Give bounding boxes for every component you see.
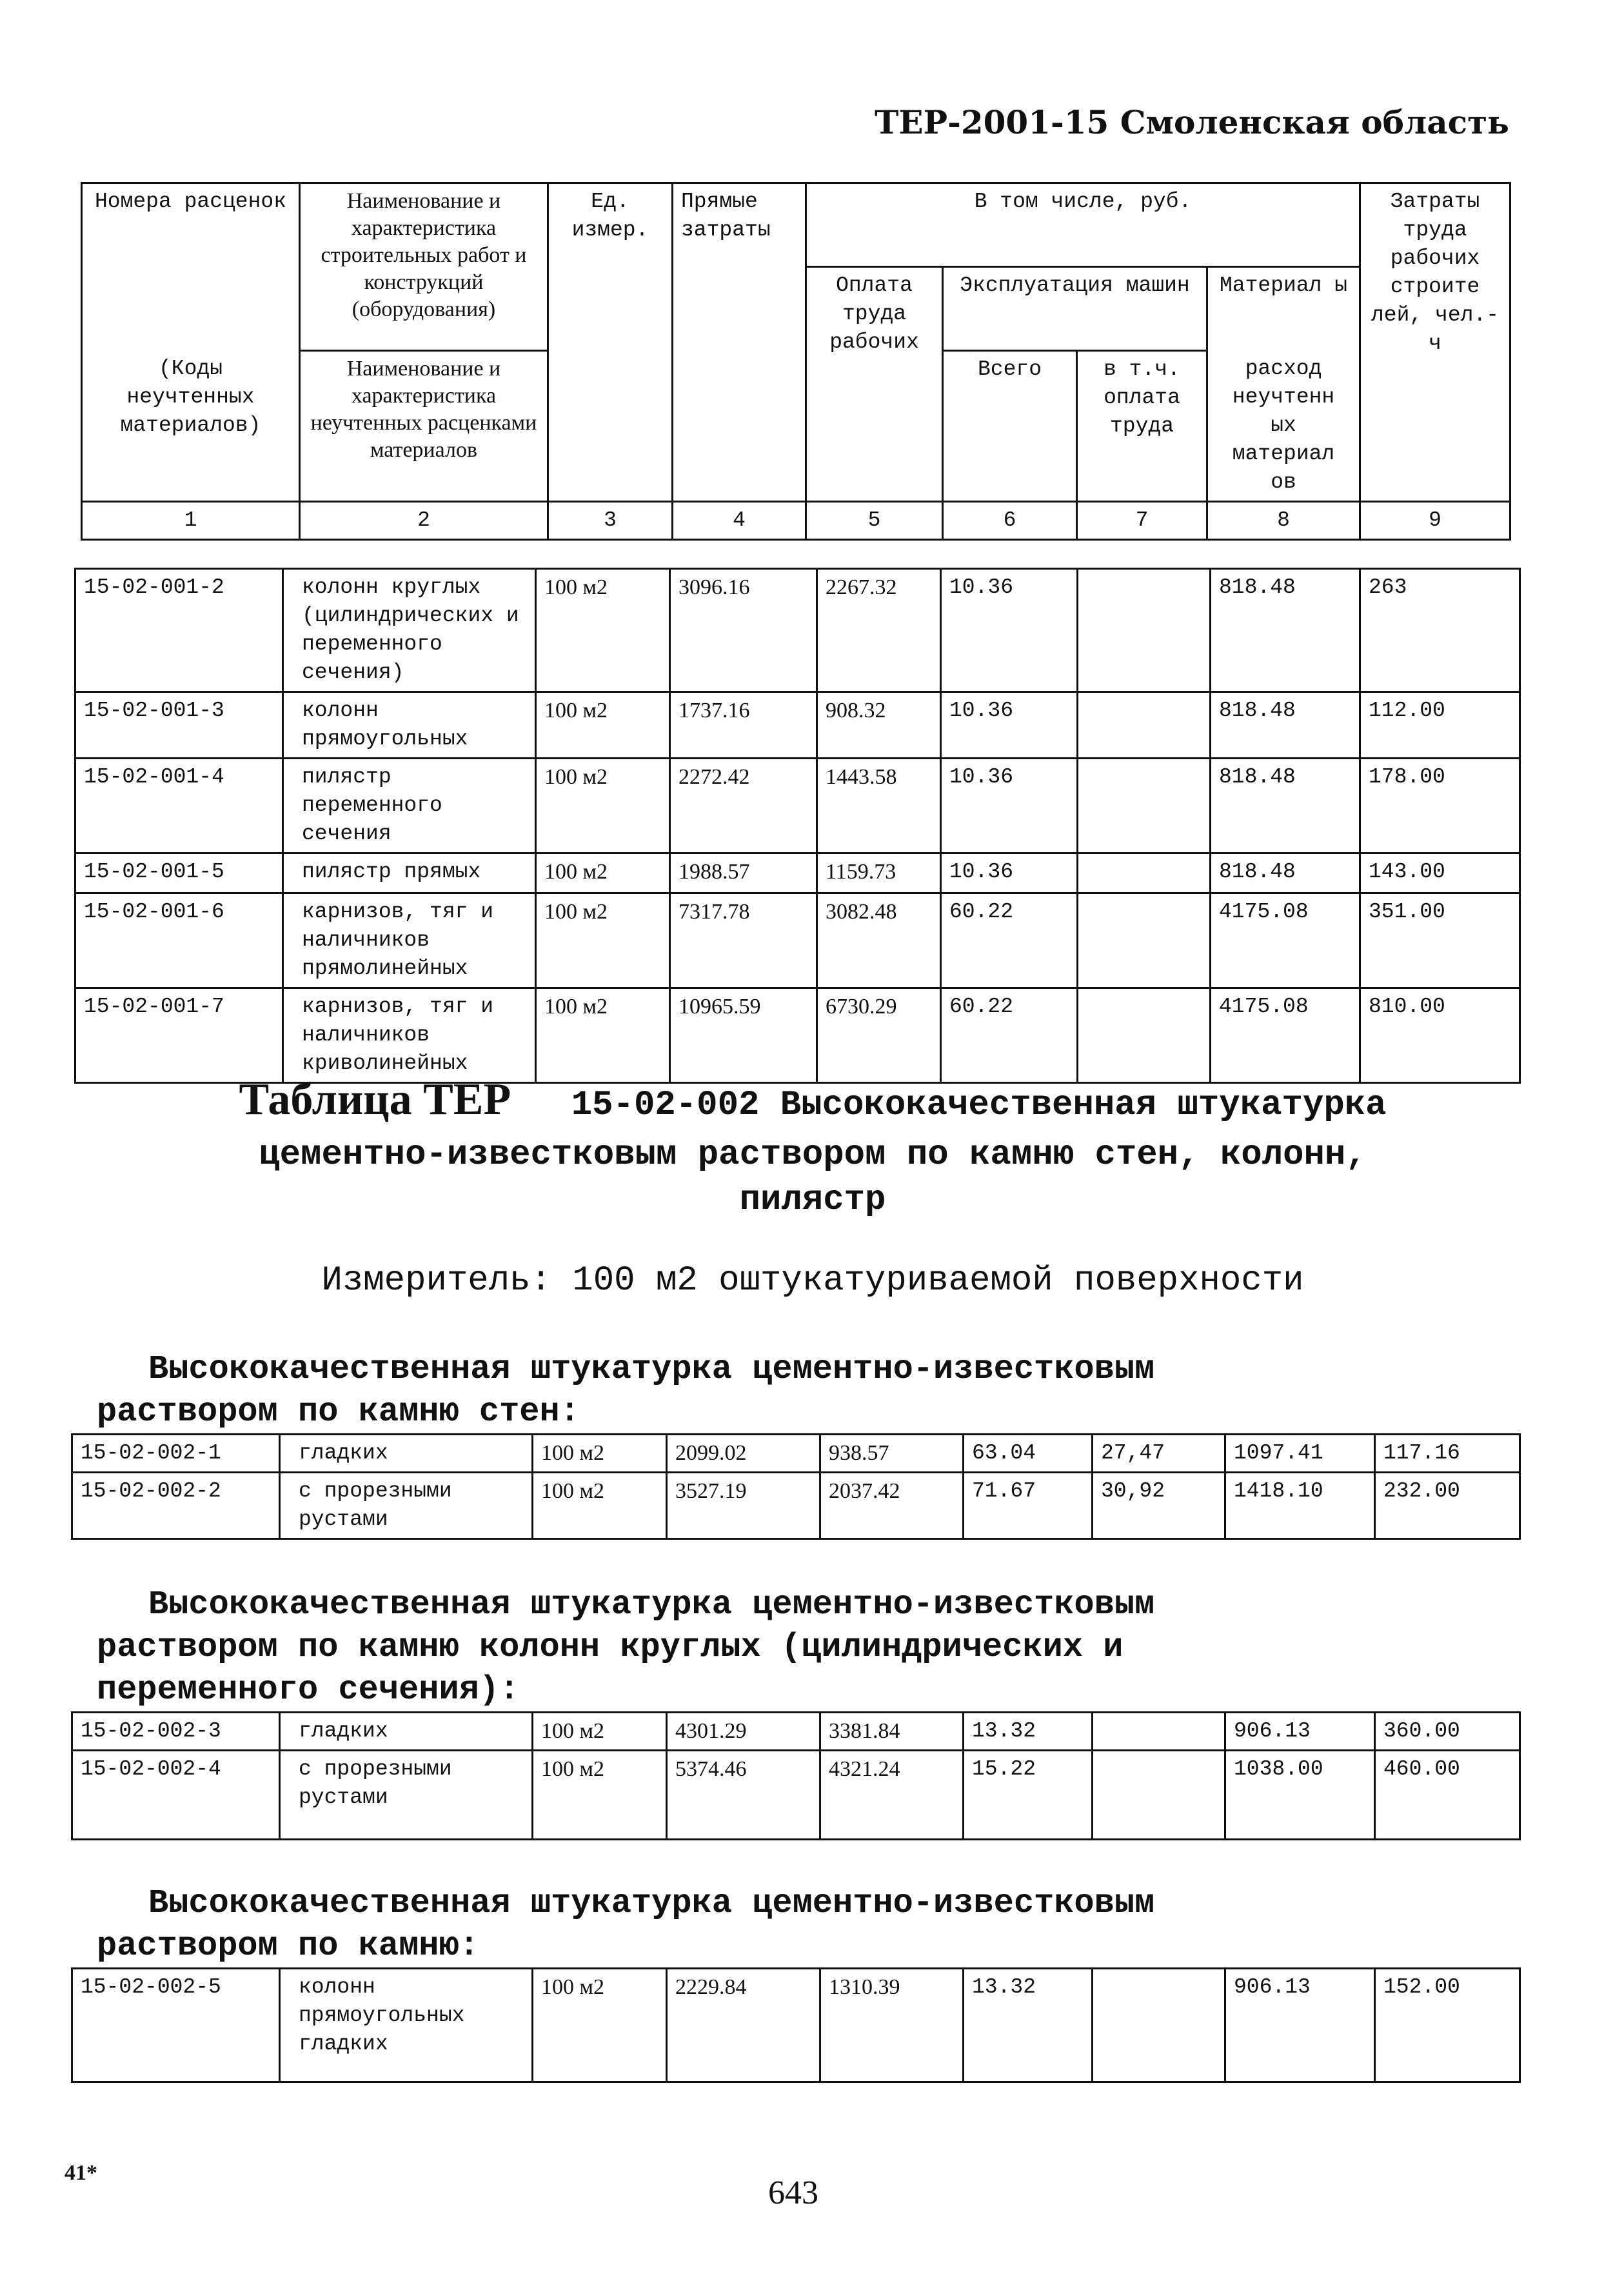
work-name: колонн прямоугольных гладких: [280, 1969, 533, 2082]
direct-cost: 3096.16: [670, 569, 817, 692]
materials-cost: 906.13: [1225, 1969, 1375, 2082]
table-row: [75, 893, 1520, 988]
section-title: [97, 1584, 1516, 1711]
machine-labor-cost: [1078, 893, 1211, 988]
rate-code: 15-02-002-5: [72, 1969, 280, 2082]
direct-cost: 2229.84: [667, 1969, 820, 2082]
unit-cell: 100 м2: [536, 853, 670, 893]
table-row: [75, 759, 1520, 853]
col1-top-header: Номера расценок: [82, 183, 300, 267]
labor-cost: 1310.39: [820, 1969, 964, 2082]
unit-cell: 100 м2: [533, 1969, 667, 2082]
unit-cell: 100 м2: [536, 692, 670, 759]
section-table: [71, 1433, 1521, 1540]
col-number: 8: [1207, 501, 1360, 539]
machine-labor-cost: [1078, 759, 1211, 853]
work-name: с прорезными рустами: [280, 1473, 533, 1539]
unit-cell: 100 м2: [533, 1751, 667, 1840]
table-title-lead: Таблица ТЕР: [239, 1075, 511, 1124]
table-row: [75, 853, 1520, 893]
unit-cell: 100 м2: [533, 1473, 667, 1539]
section-title: [97, 1882, 1516, 1967]
col-number: 3: [548, 501, 673, 539]
table-title-code: 15-02-002 Высококачественная штукатурка: [571, 1086, 1387, 1125]
labor-cost: 1443.58: [817, 759, 941, 853]
machine-cost: 15.22: [964, 1751, 1093, 1840]
col8-bottom-header: расход неучтенн ых материал ов: [1207, 351, 1360, 502]
rate-code: 15-02-001-4: [75, 759, 283, 853]
rate-code: 15-02-001-3: [75, 692, 283, 759]
machine-labor-cost: [1093, 1751, 1225, 1840]
rate-code: 15-02-001-2: [75, 569, 283, 692]
work-name: с прорезными рустами: [280, 1751, 533, 1840]
machine-cost: 10.36: [941, 853, 1078, 893]
work-name: гладких: [280, 1713, 533, 1751]
measure-unit: Измеритель: 100 м2 оштукатуриваемой поверхности: [321, 1261, 1304, 1300]
table-title: [116, 1074, 1509, 1126]
document-header: ТЕР-2001-15 Смоленская область: [875, 103, 1509, 141]
machine-cost: 10.36: [941, 569, 1078, 692]
column-header-table: [81, 182, 1511, 541]
machine-labor-cost: [1078, 692, 1211, 759]
col9-header: Затраты труда рабочих строите лей, чел.-ч: [1360, 183, 1510, 502]
unit-cell: 100 м2: [536, 988, 670, 1083]
labor-hours: 152.00: [1375, 1969, 1520, 2082]
work-name: гладких: [280, 1435, 533, 1473]
labor-cost: 6730.29: [817, 988, 941, 1083]
materials-cost: 1038.00: [1225, 1751, 1375, 1840]
materials-cost: 1418.10: [1225, 1473, 1375, 1539]
materials-cost: 4175.08: [1211, 893, 1360, 988]
col5-header: Оплата труда рабочих: [806, 267, 943, 502]
machine-cost: 10.36: [941, 759, 1078, 853]
section-title-line: раствором по камню:: [97, 1927, 479, 1965]
section-title-line: Высококачественная штукатурка цементно-известковым: [148, 1884, 1155, 1922]
col4-header: Прямые затраты: [673, 183, 806, 502]
table-row: [72, 1969, 1520, 2082]
labor-hours: 360.00: [1375, 1713, 1520, 1751]
materials-cost: 818.48: [1211, 569, 1360, 692]
table-row: [72, 1473, 1520, 1539]
machine-cost: 13.32: [964, 1969, 1093, 2082]
col6-7-header: Эксплуатация машин: [943, 267, 1207, 351]
materials-cost: 906.13: [1225, 1713, 1375, 1751]
unit-cell: 100 м2: [536, 759, 670, 853]
col1-bottom-header: (Коды неучтенных материалов): [82, 351, 300, 502]
rates-table-15-02-001: [74, 568, 1521, 1084]
rate-code: 15-02-002-1: [72, 1435, 280, 1473]
machine-cost: 60.22: [941, 988, 1078, 1083]
labor-hours: 351.00: [1360, 893, 1520, 988]
unit-cell: 100 м2: [533, 1435, 667, 1473]
table-title-line3: пилястр: [739, 1180, 886, 1220]
rate-code: 15-02-001-7: [75, 988, 283, 1083]
labor-cost: 2267.32: [817, 569, 941, 692]
labor-hours: 810.00: [1360, 988, 1520, 1083]
machine-labor-cost: [1093, 1969, 1225, 2082]
labor-hours: 232.00: [1375, 1473, 1520, 1539]
col6-header: Всего: [943, 351, 1077, 502]
machine-labor-cost: [1093, 1713, 1225, 1751]
section-title-line: Высококачественная штукатурка цементно-известковым: [148, 1350, 1155, 1388]
materials-cost: 818.48: [1211, 853, 1360, 893]
col1-spacer: [82, 267, 300, 351]
machine-labor-cost: 27,47: [1093, 1435, 1225, 1473]
labor-hours: 263: [1360, 569, 1520, 692]
page-number: 643: [768, 2175, 818, 2211]
machine-cost: 71.67: [964, 1473, 1093, 1539]
direct-cost: 2099.02: [667, 1435, 820, 1473]
labor-cost: 3082.48: [817, 893, 941, 988]
labor-cost: 3381.84: [820, 1713, 964, 1751]
direct-cost: 1988.57: [670, 853, 817, 893]
materials-cost: 818.48: [1211, 759, 1360, 853]
labor-cost: 938.57: [820, 1435, 964, 1473]
machine-cost: 60.22: [941, 893, 1078, 988]
machine-cost: 63.04: [964, 1435, 1093, 1473]
section-title-line: раствором по камню стен:: [97, 1393, 580, 1431]
labor-cost: 908.32: [817, 692, 941, 759]
machine-labor-cost: [1078, 569, 1211, 692]
labor-cost: 4321.24: [820, 1751, 964, 1840]
col-number: 5: [806, 501, 943, 539]
labor-hours: 143.00: [1360, 853, 1520, 893]
work-name: карнизов, тяг и наличников криволинейных: [283, 988, 536, 1083]
labor-hours: 178.00: [1360, 759, 1520, 853]
table-row: [72, 1713, 1520, 1751]
materials-cost: 4175.08: [1211, 988, 1360, 1083]
work-name: карнизов, тяг и наличников прямолинейных: [283, 893, 536, 988]
labor-hours: 117.16: [1375, 1435, 1520, 1473]
unit-cell: 100 м2: [533, 1713, 667, 1751]
unit-cell: 100 м2: [536, 569, 670, 692]
direct-cost: 5374.46: [667, 1751, 820, 1840]
direct-cost: 10965.59: [670, 988, 817, 1083]
section-table: [71, 1967, 1521, 2083]
table-row: [72, 1435, 1520, 1473]
col2-top-header: Наименование и характеристика строительных работ и конструкций (оборудования): [300, 183, 548, 351]
work-name: пилястр прямых: [283, 853, 536, 893]
machine-cost: 10.36: [941, 692, 1078, 759]
table-row: [75, 692, 1520, 759]
col7-header: в т.ч. оплата труда: [1077, 351, 1207, 502]
rate-code: 15-02-002-3: [72, 1713, 280, 1751]
group-header: В том числе, руб.: [806, 183, 1360, 267]
direct-cost: 4301.29: [667, 1713, 820, 1751]
col-number: 6: [943, 501, 1077, 539]
labor-hours: 460.00: [1375, 1751, 1520, 1840]
col-number: 9: [1360, 501, 1510, 539]
col-number: 2: [300, 501, 548, 539]
table-title-line2: цементно-известковым раствором по камню стен, колонн,: [259, 1135, 1367, 1175]
section-table: [71, 1711, 1521, 1840]
labor-hours: 112.00: [1360, 692, 1520, 759]
unit-cell: 100 м2: [536, 893, 670, 988]
direct-cost: 1737.16: [670, 692, 817, 759]
rate-code: 15-02-002-4: [72, 1751, 280, 1840]
labor-cost: 1159.73: [817, 853, 941, 893]
page-mark: 41*: [64, 2161, 97, 2185]
rate-code: 15-02-002-2: [72, 1473, 280, 1539]
col-number: 4: [673, 501, 806, 539]
rate-code: 15-02-001-6: [75, 893, 283, 988]
table-row: [75, 988, 1520, 1083]
section-title-line: переменного сечения):: [97, 1671, 520, 1709]
machine-labor-cost: 30,92: [1093, 1473, 1225, 1539]
direct-cost: 7317.78: [670, 893, 817, 988]
col-number: 1: [82, 501, 300, 539]
col-number: 7: [1077, 501, 1207, 539]
direct-cost: 2272.42: [670, 759, 817, 853]
section-title-line: Высококачественная штукатурка цементно-известковым: [148, 1586, 1155, 1624]
labor-cost: 2037.42: [820, 1473, 964, 1539]
col3-header: Ед. измер.: [548, 183, 673, 502]
work-name: колонн прямоугольных: [283, 692, 536, 759]
work-name: колонн круглых (цилиндрических и переменного сечения): [283, 569, 536, 692]
machine-labor-cost: [1078, 988, 1211, 1083]
rate-code: 15-02-001-5: [75, 853, 283, 893]
table-row: [72, 1751, 1520, 1840]
machine-labor-cost: [1078, 853, 1211, 893]
table-row: [75, 569, 1520, 692]
col2-bottom-header: Наименование и характеристика неучтенных расценками материалов: [300, 351, 548, 502]
direct-cost: 3527.19: [667, 1473, 820, 1539]
work-name: пилястр переменного сечения: [283, 759, 536, 853]
machine-cost: 13.32: [964, 1713, 1093, 1751]
materials-cost: 818.48: [1211, 692, 1360, 759]
section-title: [97, 1348, 1516, 1433]
col8-top-header: Материал ы: [1207, 267, 1360, 351]
materials-cost: 1097.41: [1225, 1435, 1375, 1473]
section-title-line: раствором по камню колонн круглых (цилиндрических и: [97, 1628, 1124, 1666]
